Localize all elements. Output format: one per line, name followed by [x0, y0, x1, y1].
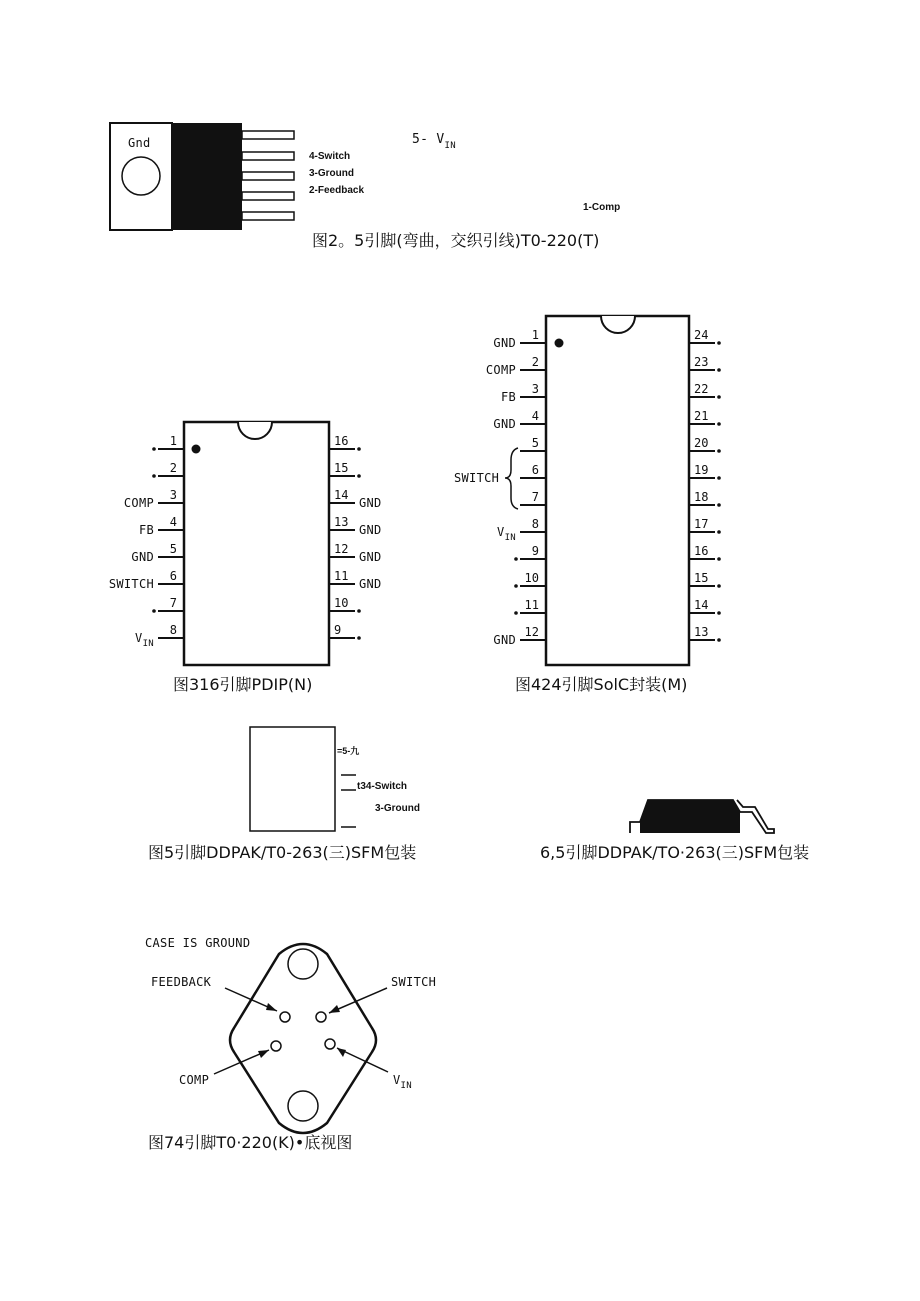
fig4-pin9-number: 9	[531, 544, 539, 558]
fig7-switch-label: SWITCH	[391, 975, 437, 989]
fig4-pin2-name: COMP	[485, 363, 516, 377]
fig4-pin4-number: 4	[531, 409, 539, 423]
fig3-pin9-nc-dot	[357, 636, 361, 640]
fig3-pin16-nc-dot	[357, 447, 361, 451]
fig4-pin10-number: 10	[524, 571, 539, 585]
fig4-pin20-number: 20	[694, 436, 709, 450]
fig4-pin15-number: 15	[694, 571, 709, 585]
fig4-pin17-nc-dot	[717, 530, 721, 534]
fig3-pin6-name: SWITCH	[108, 577, 154, 591]
fig4-pin20-nc-dot	[717, 449, 721, 453]
fig2-pin2-label: 2-Feedback	[309, 185, 365, 196]
fig4-pin1-name: GND	[493, 336, 516, 350]
fig4-pin2-number: 2	[531, 355, 539, 369]
fig4-pin10-nc-dot	[514, 584, 518, 588]
fig2-lead-3	[242, 172, 294, 180]
fig4-pin12-name: GND	[493, 633, 516, 647]
fig7-to3-package	[145, 936, 436, 1133]
fig7-feedback-label: FEEDBACK	[151, 975, 212, 989]
fig2-pin4-label: 4-Switch	[309, 151, 351, 162]
fig4-caption: 图424引脚SolC封装(M)	[515, 675, 688, 694]
fig4-pin11-nc-dot	[514, 611, 518, 615]
fig4-pin23-number: 23	[694, 355, 709, 369]
fig3-right-pins	[329, 434, 382, 640]
fig4-pin21-number: 21	[694, 409, 709, 423]
fig3-pin7-number: 7	[169, 596, 177, 610]
fig4-pin6-number: 6	[531, 463, 539, 477]
fig3-pin3-name: COMP	[123, 496, 154, 510]
fig4-pin14-nc-dot	[717, 611, 721, 615]
fig3-pin2-nc-dot	[152, 474, 156, 478]
fig2-body	[172, 123, 242, 230]
fig4-pin13-number: 13	[694, 625, 709, 639]
fig3-pin4-number: 4	[169, 515, 177, 529]
fig7-caption: 图74引脚T0·220(K)•底视图	[148, 1133, 353, 1152]
fig4-pin19-nc-dot	[717, 476, 721, 480]
fig4-left-pins	[486, 328, 546, 647]
fig3-pin5-name: GND	[131, 550, 154, 564]
fig2-vin-label: 5- $V_{IN}$	[412, 132, 456, 151]
fig4-pin9-nc-dot	[514, 557, 518, 561]
fig2-lead-5	[242, 212, 294, 220]
fig4-soic24-package	[454, 316, 721, 665]
fig3-pin11-name: GND	[359, 577, 382, 591]
fig4-pin17-number: 17	[694, 517, 709, 531]
fig3-pin14-number: 14	[334, 488, 349, 502]
fig4-pin15-nc-dot	[717, 584, 721, 588]
fig3-pin16-number: 16	[334, 434, 349, 448]
fig4-right-pins	[689, 328, 721, 642]
fig2-pin3-label: 3-Ground	[309, 168, 354, 179]
fig4-pin1-number: 1	[531, 328, 539, 342]
fig3-pin10-nc-dot	[357, 609, 361, 613]
fig5-caption: 图5引脚DDPAK/T0-263(三)SFM包装	[148, 843, 417, 862]
fig4-pin18-nc-dot	[717, 503, 721, 507]
fig4-pin18-number: 18	[694, 490, 709, 504]
fig4-pin12-number: 12	[524, 625, 539, 639]
fig3-pin15-number: 15	[334, 461, 349, 475]
fig4-pin1-dot	[555, 339, 564, 348]
fig4-pin22-number: 22	[694, 382, 709, 396]
fig2-tab-label: Gnd	[128, 136, 151, 150]
fig4-pin11-number: 11	[524, 598, 539, 612]
fig4-pin5-number: 5	[531, 436, 539, 450]
fig4-pin3-name: FB	[500, 390, 516, 404]
fig3-pin8-name: $V_{IN}$	[135, 631, 154, 649]
fig3-pin7-nc-dot	[152, 609, 156, 613]
fig4-pin19-number: 19	[694, 463, 709, 477]
fig3-pin8-number: 8	[169, 623, 177, 637]
fig4-pin23-nc-dot	[717, 368, 721, 372]
fig3-pin13-number: 13	[334, 515, 349, 529]
fig7-case-outline	[230, 944, 376, 1133]
fig6-ddpak-side-view	[630, 800, 774, 833]
fig4-pin7-number: 7	[531, 490, 539, 504]
fig3-pin2-number: 2	[169, 461, 177, 475]
fig4-pin24-nc-dot	[717, 341, 721, 345]
fig2-caption: 图2。5引脚(弯曲，交织引线)T0-220(T)	[312, 231, 600, 250]
fig2-lead-4	[242, 192, 294, 200]
fig3-pin12-number: 12	[334, 542, 349, 556]
fig2-lead-1	[242, 131, 294, 139]
fig4-pin22-nc-dot	[717, 395, 721, 399]
fig3-pin1-number: 1	[169, 434, 177, 448]
fig3-pin1-dot	[192, 445, 201, 454]
fig3-pin5-number: 5	[169, 542, 177, 556]
fig4-pin8-name: $V_{IN}$	[497, 525, 516, 543]
fig6-body	[640, 800, 740, 833]
fig3-pin13-name: GND	[359, 523, 382, 537]
fig5-pin5-label: =5-九	[337, 746, 360, 756]
fig4-pin16-number: 16	[694, 544, 709, 558]
fig7-case-label: CASE IS GROUND	[145, 936, 251, 950]
fig7-vin-label: $V_{IN}$	[393, 1073, 412, 1091]
fig2-lead-2	[242, 152, 294, 160]
fig5-pin4-label: t34-Switch	[357, 781, 408, 792]
fig4-pin3-number: 3	[531, 382, 539, 396]
fig3-pdip16-package	[109, 422, 382, 665]
fig3-caption: 图316引脚PDIP(N)	[173, 675, 313, 694]
fig3-left-pins	[109, 434, 184, 649]
fig3-pin4-name: FB	[138, 523, 154, 537]
fig7-comp-label: COMP	[179, 1073, 210, 1087]
fig5-pin3-label: 3-Ground	[375, 803, 420, 814]
fig2-to220-package	[110, 123, 620, 230]
fig4-switch-brace	[505, 448, 518, 509]
fig3-pin11-number: 11	[334, 569, 349, 583]
fig5-body	[250, 727, 335, 831]
fig3-body	[184, 422, 329, 665]
fig3-pin6-number: 6	[169, 569, 177, 583]
fig4-pin24-number: 24	[694, 328, 709, 342]
fig3-pin14-name: GND	[359, 496, 382, 510]
fig4-switch-label: SWITCH	[454, 471, 500, 485]
fig3-pin9-number: 9	[334, 623, 342, 637]
fig4-pin21-nc-dot	[717, 422, 721, 426]
fig3-pin12-name: GND	[359, 550, 382, 564]
fig4-pin16-nc-dot	[717, 557, 721, 561]
fig3-pin3-number: 3	[169, 488, 177, 502]
fig4-pin8-number: 8	[531, 517, 539, 531]
fig3-pin10-number: 10	[334, 596, 349, 610]
fig3-pin1-nc-dot	[152, 447, 156, 451]
fig2-pin1-label: 1-Comp	[583, 202, 621, 213]
fig6-caption: 6,5引脚DDPAK/TO·263(三)SFM包装	[540, 843, 810, 862]
fig3-pin15-nc-dot	[357, 474, 361, 478]
fig4-pin13-nc-dot	[717, 638, 721, 642]
fig4-pin14-number: 14	[694, 598, 709, 612]
fig5-ddpak-package	[250, 727, 420, 831]
fig4-body	[546, 316, 689, 665]
fig4-pin4-name: GND	[493, 417, 516, 431]
